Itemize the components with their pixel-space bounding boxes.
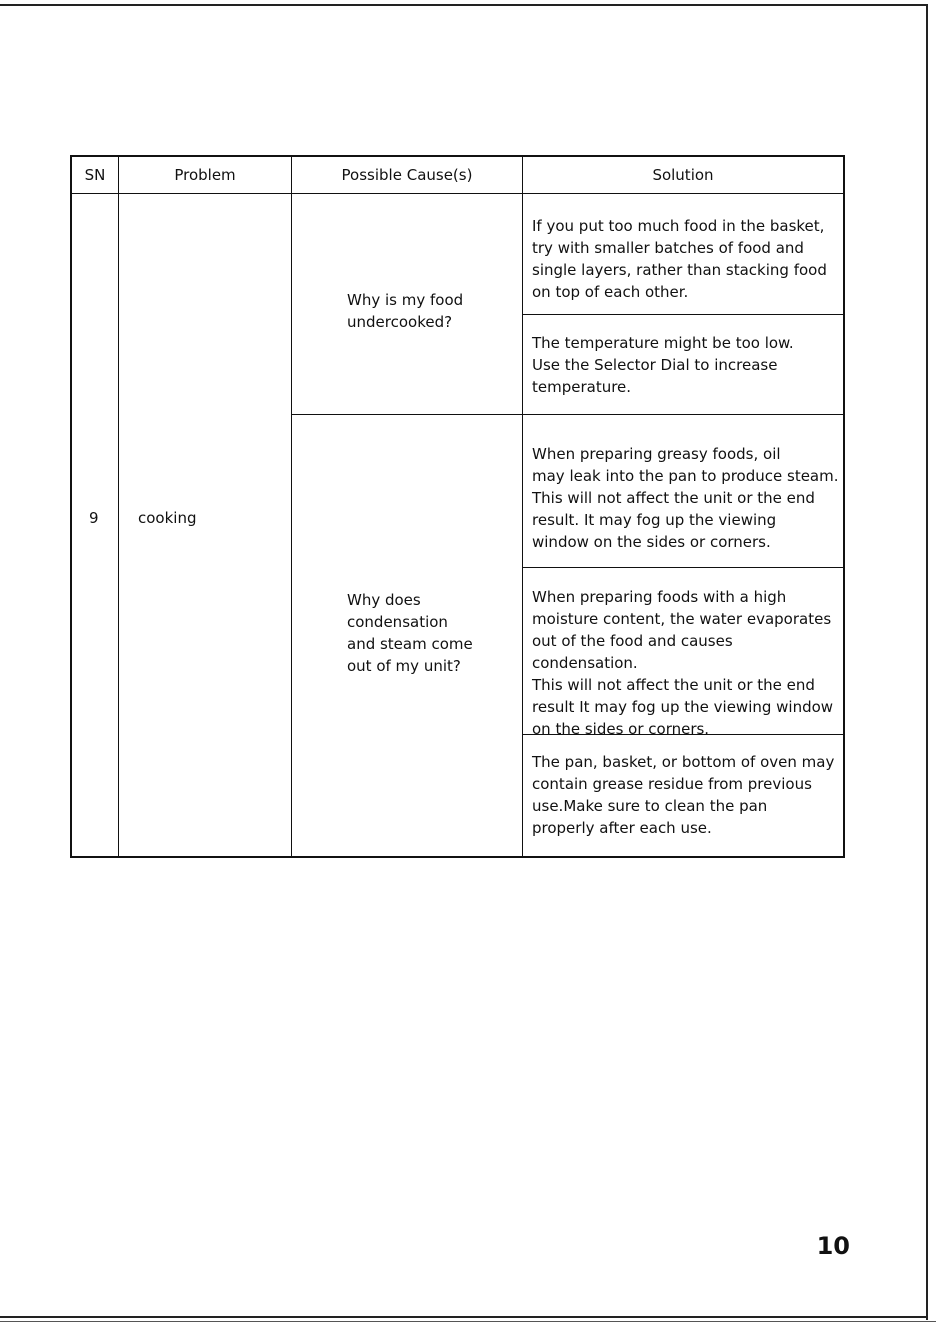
solution-smaller-batches: If you put too much food in the basket, try with smaller batches of food and single layers, rather than stacking food on top of each other. — [532, 217, 827, 301]
page-number: 10 — [816, 1232, 850, 1260]
page-frame-top — [0, 4, 928, 6]
page-frame-bottom-edge — [0, 1321, 936, 1322]
header-solution: Solution — [652, 166, 714, 184]
table-divider-causes — [522, 155, 523, 858]
row-sn: 9 — [89, 509, 99, 527]
page-frame-right — [926, 4, 928, 1320]
table-border-bottom — [70, 856, 845, 858]
cause-condensation: Why does condensation and steam come out of my unit? — [347, 591, 473, 675]
solution-high-moisture: When preparing foods with a high moisture content, the water evaporates out of the food and causes condensation. This will not affect the unit or the end result It may fog up the viewing window on the sides or corners. — [532, 588, 834, 738]
header-problem: Problem — [174, 166, 236, 184]
table-divider-sn — [118, 155, 119, 858]
table-border-right — [843, 155, 845, 858]
header-sn: SN — [84, 166, 106, 184]
solution-increase-temperature: The temperature might be too low. Use the Selector Dial to increase temperature. — [532, 334, 794, 396]
row-problem: cooking — [138, 509, 197, 527]
table-divider-problem — [291, 155, 292, 858]
solution-divider-1 — [522, 314, 845, 315]
page-frame-bottom — [0, 1316, 928, 1318]
cause-divider — [291, 414, 845, 415]
solution-greasy-foods: When preparing greasy foods, oil may leak into the pan to produce steam. This will not affect the unit or the end result. It may fog up the viewing window on the sides or corners. — [532, 445, 839, 551]
table-header-divider — [70, 193, 845, 194]
solution-grease-residue: The pan, basket, or bottom of oven may contain grease residue from previous use.Make sure to clean the pan properly after each use. — [532, 753, 835, 837]
table-border-left — [70, 155, 72, 858]
cause-undercooked: Why is my food undercooked? — [347, 291, 464, 331]
header-possible-causes: Possible Cause(s) — [341, 166, 473, 184]
solution-divider-3 — [522, 567, 845, 568]
